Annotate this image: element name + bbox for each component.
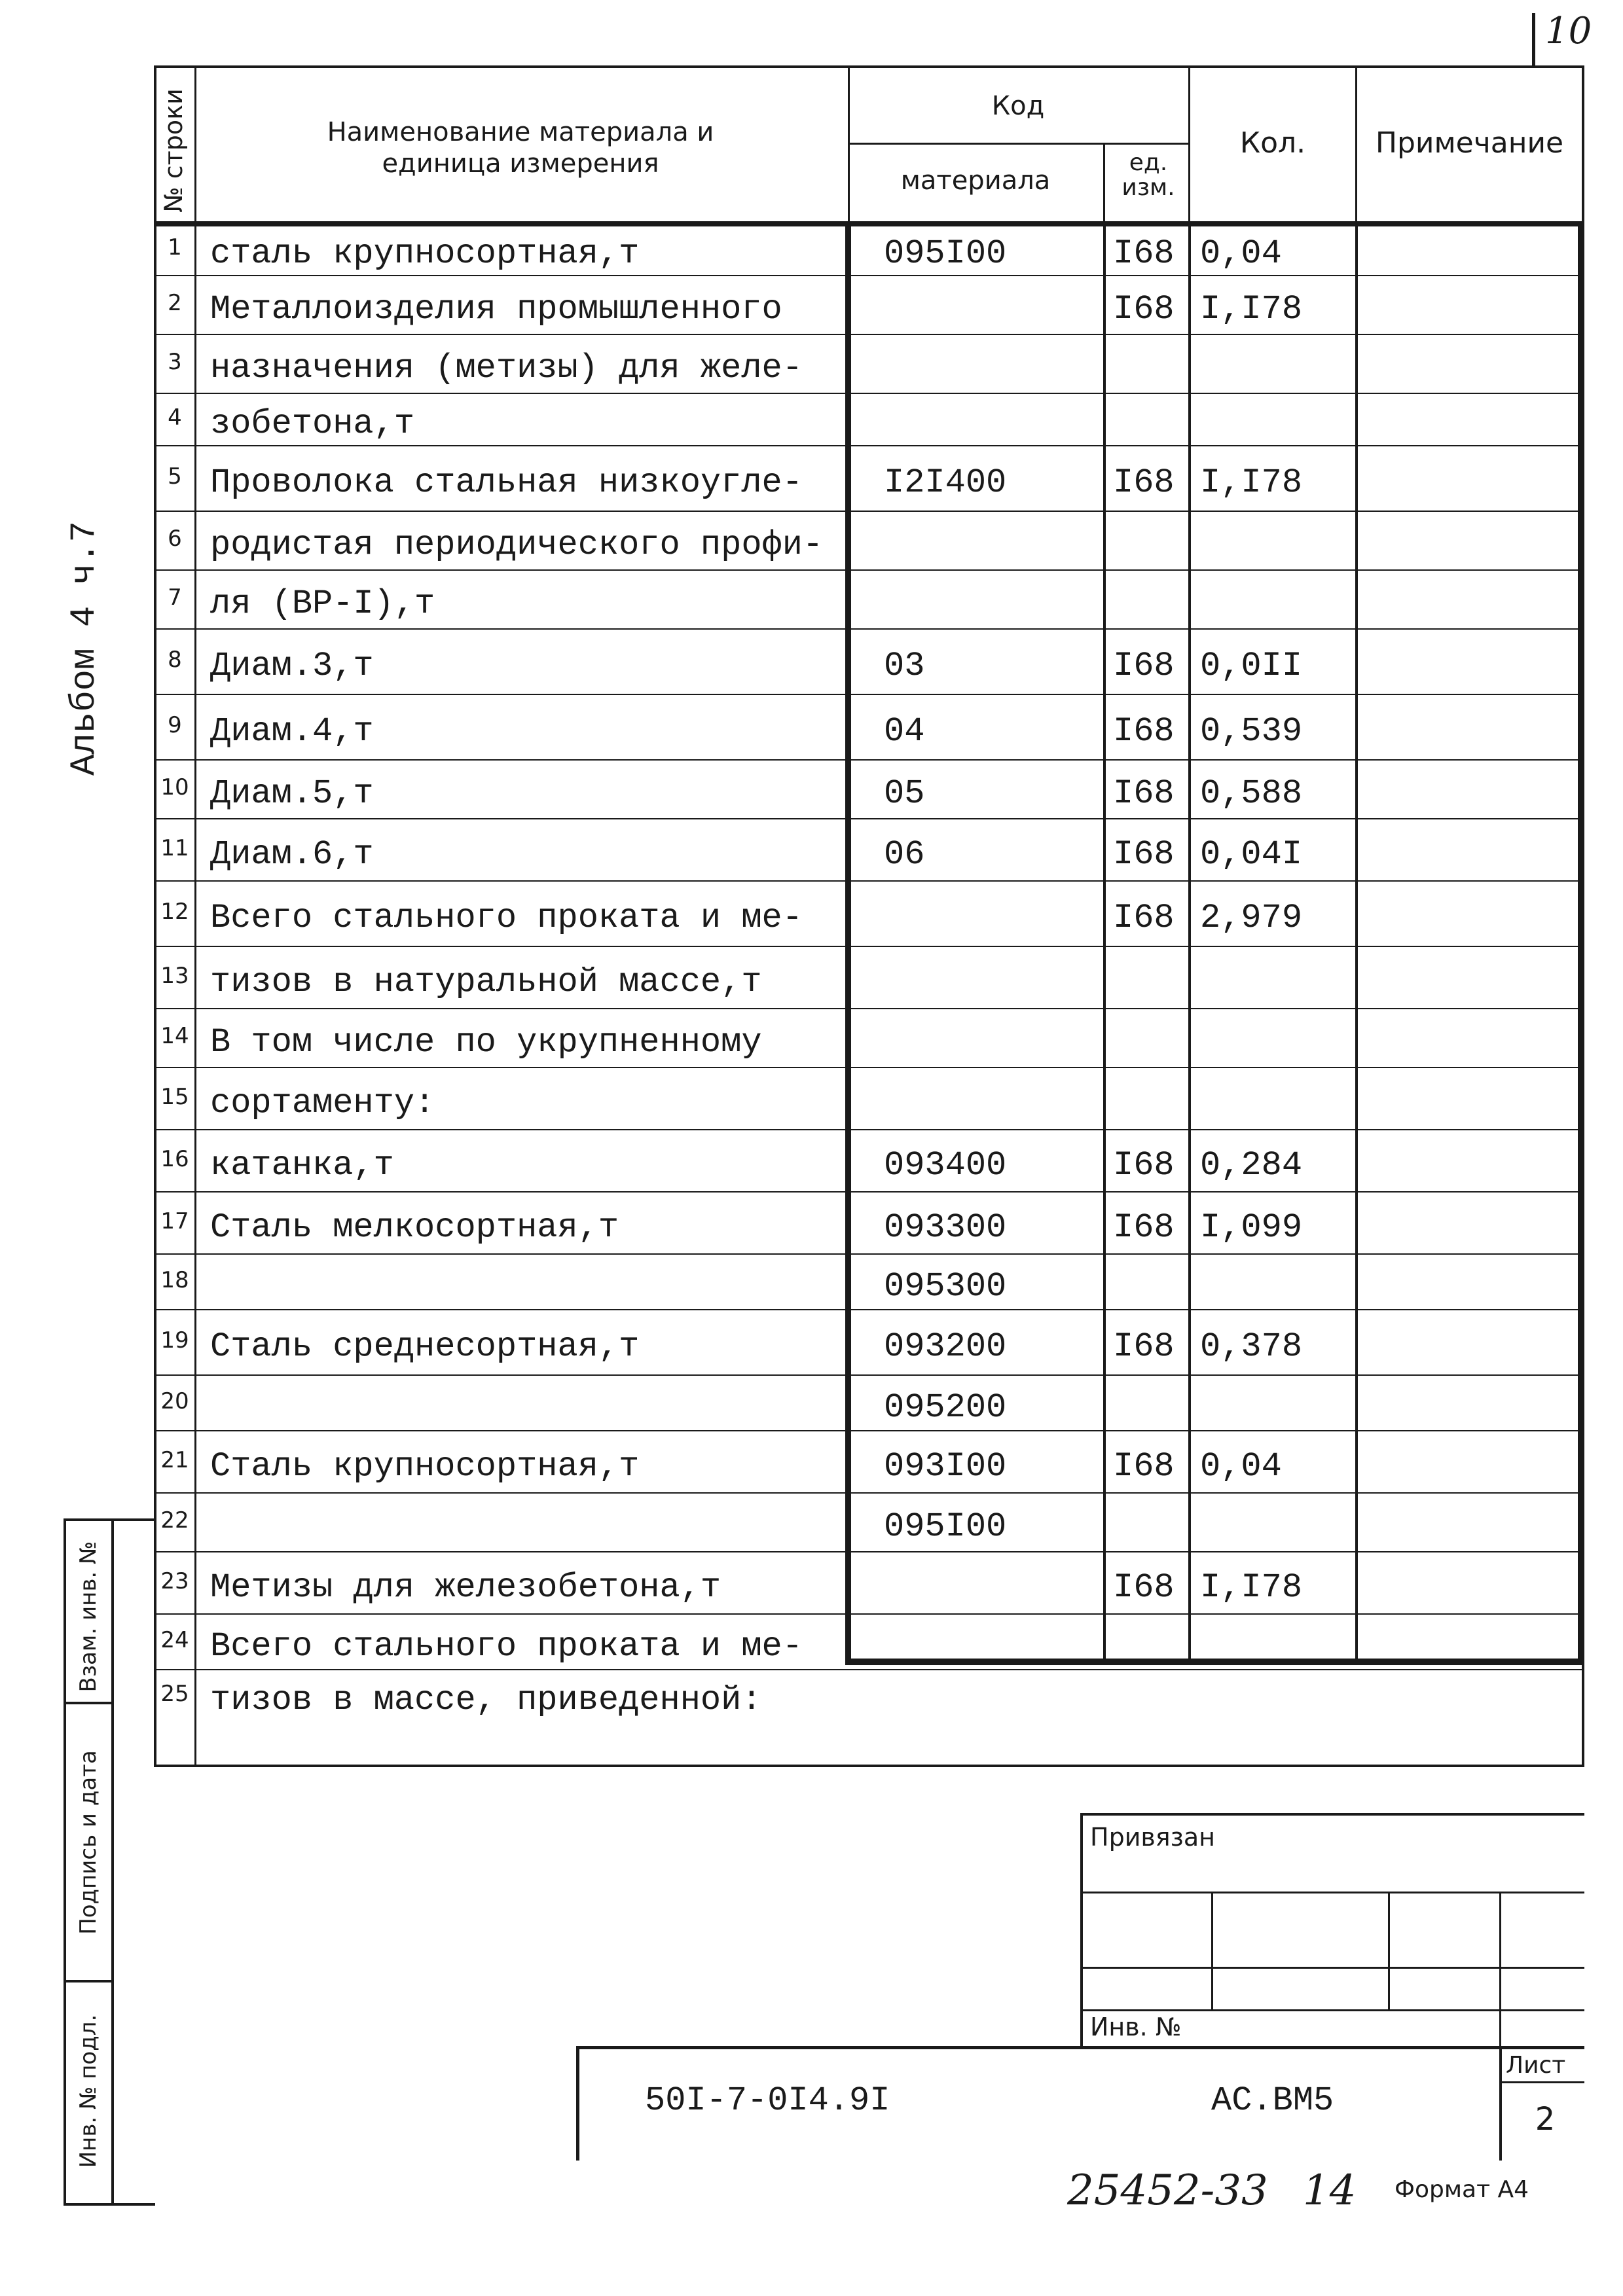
order-number: 25452-33 bbox=[1067, 2166, 1268, 2215]
row-number: 11 bbox=[160, 834, 189, 861]
quantity-value: 0,04 bbox=[1200, 234, 1282, 273]
row-number: 19 bbox=[160, 1327, 189, 1354]
material-name: Сталь крупносортная,т bbox=[210, 1446, 640, 1486]
material-name: Проволока стальная низкоугле- bbox=[210, 463, 803, 502]
material-name: родистая периодического профи- bbox=[210, 526, 824, 564]
material-name: В том числе по укрупненному bbox=[210, 1023, 762, 1062]
inventory-number-label: Инв. № bbox=[1090, 2013, 1182, 2041]
row-number: 18 bbox=[160, 1266, 189, 1293]
material-name: Диам.4,т bbox=[210, 712, 374, 751]
album-label: Альбом 4 ч.7 bbox=[65, 521, 105, 776]
document-code: 50I-7-0I4.9I bbox=[645, 2081, 890, 2120]
code-header: Код bbox=[991, 91, 1045, 121]
original-inventory-label: Инв. № подл. bbox=[75, 2014, 101, 2168]
material-code: 095200 bbox=[884, 1388, 1007, 1427]
row-number: 13 bbox=[160, 962, 189, 989]
document-mark: АС.ВМ5 bbox=[1211, 2081, 1334, 2120]
copy-number: 14 bbox=[1303, 2166, 1357, 2215]
material-name: катанка,т bbox=[210, 1145, 394, 1185]
quantity-value: 0,588 bbox=[1200, 774, 1303, 813]
quantity-value: I,099 bbox=[1200, 1208, 1303, 1247]
material-name: сортаменту: bbox=[210, 1083, 435, 1122]
row-number: 16 bbox=[160, 1145, 189, 1172]
bound-label: Привязан bbox=[1090, 1823, 1215, 1852]
row-number: 17 bbox=[160, 1208, 189, 1234]
unit-code: I68 bbox=[1113, 834, 1175, 874]
material-name: тизов в натуральной массе,т bbox=[210, 962, 762, 1001]
row-number: 6 bbox=[168, 526, 182, 552]
material-name: Диам.5,т bbox=[210, 774, 374, 813]
material-name: тизов в массе, приведенной: bbox=[210, 1681, 762, 1719]
material-code: 03 bbox=[884, 647, 925, 685]
unit-code: I68 bbox=[1113, 1145, 1175, 1185]
row-number: 21 bbox=[160, 1446, 189, 1473]
unit-code: I68 bbox=[1113, 1327, 1175, 1366]
quantity-value: 0,539 bbox=[1200, 712, 1303, 751]
material-name: ля (ВР-I),т bbox=[210, 584, 435, 623]
row-number: 22 bbox=[160, 1507, 189, 1534]
material-name: Диам.6,т bbox=[210, 834, 374, 874]
material-name: Всего стального проката и ме- bbox=[210, 899, 803, 937]
material-code: 095300 bbox=[884, 1266, 1007, 1306]
quantity-value: I,I78 bbox=[1200, 290, 1303, 329]
material-code: 093400 bbox=[884, 1145, 1007, 1185]
unit-code: I68 bbox=[1113, 647, 1175, 685]
material-name: Всего стального проката и ме- bbox=[210, 1626, 803, 1666]
material-code: 05 bbox=[884, 774, 925, 813]
code-unit-header: ед. изм. bbox=[1122, 149, 1175, 201]
row-number: 24 bbox=[160, 1626, 189, 1653]
sheet-label: Лист bbox=[1506, 2052, 1566, 2079]
row-number: 5 bbox=[168, 463, 182, 490]
format-label: Формат А4 bbox=[1395, 2176, 1529, 2203]
unit-code: I68 bbox=[1113, 774, 1175, 813]
material-name: сталь крупносортная,т bbox=[210, 234, 640, 273]
material-name: Метизы для железобетона,т bbox=[210, 1568, 721, 1607]
material-code: I2I400 bbox=[884, 463, 1007, 502]
material-code: 06 bbox=[884, 834, 925, 874]
row-number: 4 bbox=[168, 404, 182, 431]
material-code: 093300 bbox=[884, 1208, 1007, 1247]
replacement-inventory-label: Взам. инв. № bbox=[75, 1541, 101, 1693]
quantity-value: 0,284 bbox=[1200, 1145, 1303, 1185]
quantity-value: 0,0II bbox=[1200, 647, 1303, 685]
material-name: Сталь мелкосортная,т bbox=[210, 1208, 619, 1247]
sheet-number: 2 bbox=[1535, 2101, 1556, 2138]
quantity-value: 0,04I bbox=[1200, 834, 1303, 874]
row-number: 12 bbox=[160, 899, 189, 925]
signature-date-label: Подпись и дата bbox=[75, 1750, 101, 1935]
row-number: 7 bbox=[168, 584, 182, 611]
unit-code: I68 bbox=[1113, 1446, 1175, 1486]
unit-code: I68 bbox=[1113, 712, 1175, 751]
materials-table bbox=[154, 65, 1584, 1767]
note-header: Примечание bbox=[1375, 126, 1564, 160]
quantity-value: 0,378 bbox=[1200, 1327, 1303, 1366]
quantity-header: Кол. bbox=[1239, 126, 1306, 160]
row-number: 23 bbox=[160, 1568, 189, 1594]
row-number: 9 bbox=[168, 712, 182, 738]
material-code: 095I00 bbox=[884, 1507, 1007, 1546]
row-number: 3 bbox=[168, 349, 182, 375]
material-name-header: Наименование материала и единица измерения bbox=[327, 117, 714, 179]
row-number-header: № строки bbox=[159, 88, 188, 213]
material-code: 093I00 bbox=[884, 1446, 1007, 1486]
quantity-value: 0,04 bbox=[1200, 1446, 1282, 1486]
material-name: Металлоизделия промышленного bbox=[210, 290, 782, 329]
material-code: 04 bbox=[884, 712, 925, 751]
material-name: Сталь среднесортная,т bbox=[210, 1327, 640, 1366]
code-material-header: материала bbox=[900, 166, 1051, 196]
unit-code: I68 bbox=[1113, 1568, 1175, 1607]
unit-code: I68 bbox=[1113, 290, 1175, 329]
page-number: 10 bbox=[1545, 10, 1592, 52]
quantity-value: 2,979 bbox=[1200, 899, 1303, 937]
row-number: 20 bbox=[160, 1388, 189, 1414]
row-number: 14 bbox=[160, 1023, 189, 1049]
row-number: 8 bbox=[168, 647, 182, 673]
row-number: 25 bbox=[160, 1681, 189, 1707]
unit-code: I68 bbox=[1113, 899, 1175, 937]
quantity-value: I,I78 bbox=[1200, 1568, 1303, 1607]
unit-code: I68 bbox=[1113, 1208, 1175, 1247]
material-code: 095I00 bbox=[884, 234, 1007, 273]
row-number: 1 bbox=[168, 234, 182, 260]
material-name: Диам.3,т bbox=[210, 647, 374, 685]
row-number: 2 bbox=[168, 290, 182, 316]
material-name: зобетона,т bbox=[210, 404, 415, 443]
row-number: 15 bbox=[160, 1083, 189, 1110]
unit-code: I68 bbox=[1113, 234, 1175, 273]
quantity-value: I,I78 bbox=[1200, 463, 1303, 502]
row-number: 10 bbox=[160, 774, 189, 800]
material-code: 093200 bbox=[884, 1327, 1007, 1366]
unit-code: I68 bbox=[1113, 463, 1175, 502]
material-name: назначения (метизы) для желе- bbox=[210, 349, 803, 387]
